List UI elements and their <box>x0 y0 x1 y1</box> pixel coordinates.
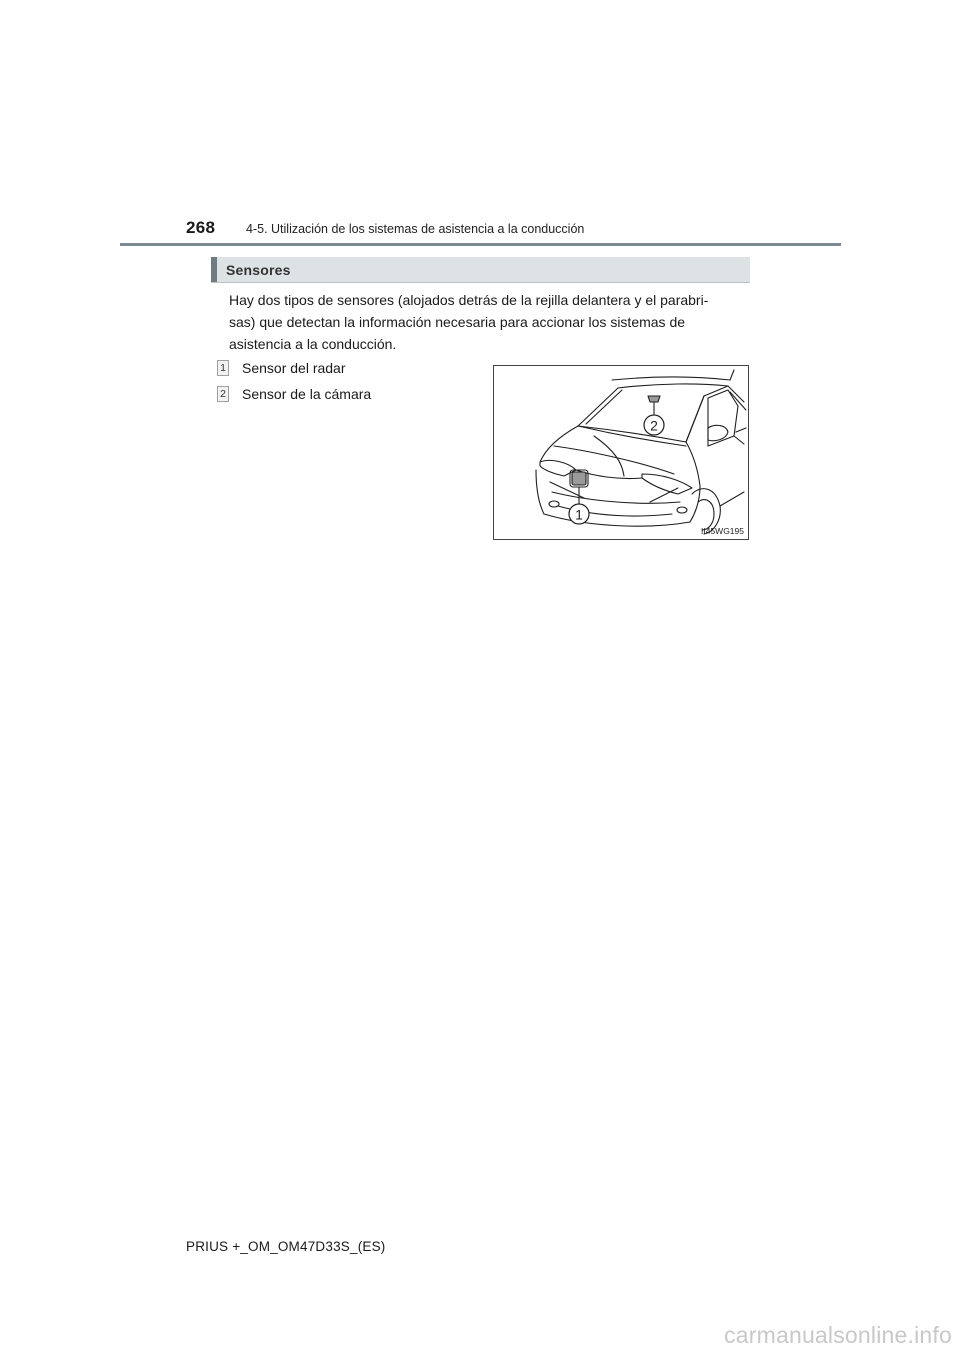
callout-1-label: 1 <box>575 506 583 523</box>
watermark-link[interactable]: carmanualsonline.info <box>724 1322 952 1348</box>
callout-2-label: 2 <box>650 417 658 434</box>
section-title: Sensores <box>226 262 291 278</box>
intro-paragraph: Hay dos tipos de sensores (alojados detrás de la rejilla delantera y el parabri- sas) que detectan la información necesaria para accionar los sistemas de asistencia a la conducción. <box>229 292 709 352</box>
section-heading-bar <box>211 257 750 283</box>
figure-code: II45WG195 <box>701 526 744 536</box>
car-sensor-illustration <box>493 365 749 540</box>
item-label: Sensor del radar <box>242 360 346 376</box>
item-number-box: 2 <box>217 386 229 402</box>
item-label: Sensor de la cámara <box>242 386 372 402</box>
chapter-header: 4-5. Utilización de los sistemas de asistencia a la conducción <box>246 222 585 236</box>
page-number: 268 <box>186 218 216 237</box>
footer-model-code: PRIUS +_OM_OM47D33S_(ES) <box>186 1239 386 1254</box>
car-line-drawing <box>494 366 748 539</box>
header-divider <box>120 243 841 246</box>
section-bar-accent <box>211 257 217 282</box>
list-item-radar-sensor <box>217 358 346 378</box>
list-item-camera-sensor <box>217 384 371 404</box>
item-number-box: 1 <box>217 360 229 376</box>
